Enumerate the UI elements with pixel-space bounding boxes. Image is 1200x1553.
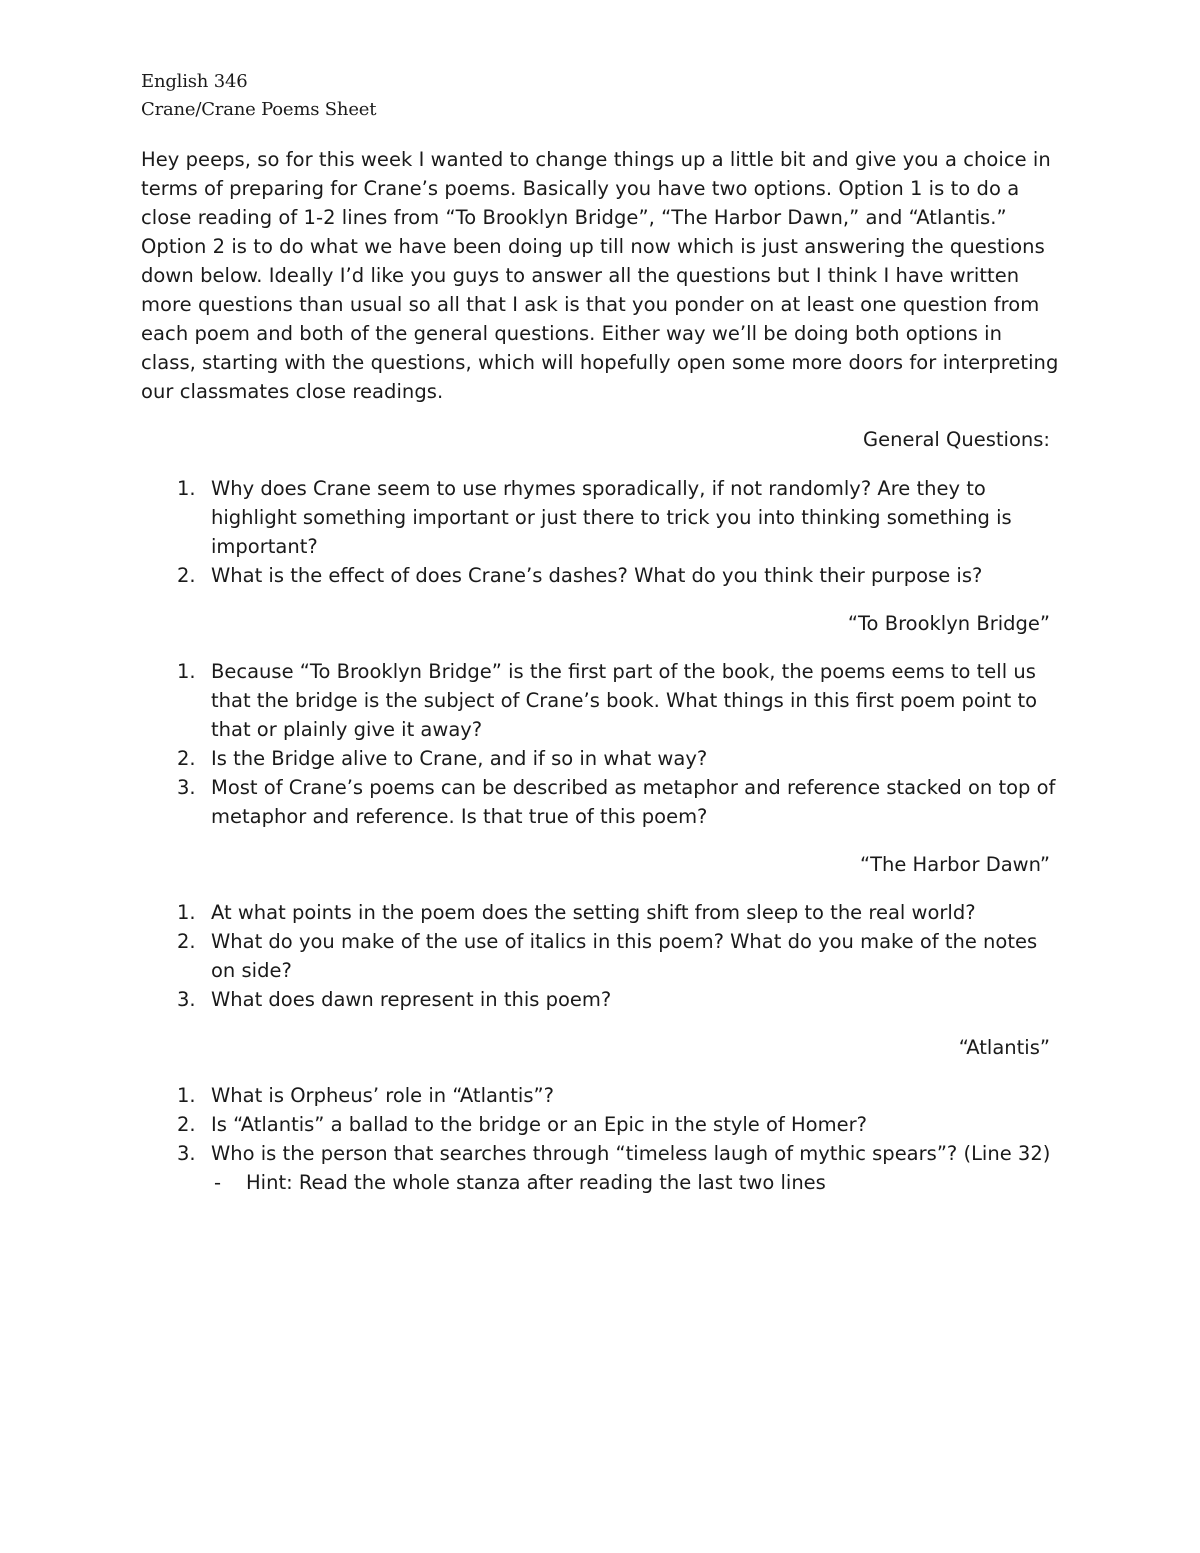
question-text: Who is the person that searches through “timeless laugh of mythic spears”? (Line 32) xyxy=(211,1142,1051,1165)
list-item xyxy=(141,927,1059,985)
list-number: 1. xyxy=(177,901,196,924)
list-item xyxy=(141,1139,1059,1168)
question-list-atlantis xyxy=(141,1081,1059,1168)
list-number: 3. xyxy=(177,1142,196,1165)
list-item xyxy=(141,1110,1059,1139)
question-text: Why does Crane seem to use rhymes sporadically, if not randomly? Are they to highlight something important or just there to trick you into thinking something is important? xyxy=(211,477,1012,558)
question-text: Because “To Brooklyn Bridge” is the first part of the book, the poems eems to tell us that the bridge is the subject of Crane’s book. What things in this first poem point to that or plainly give it away? xyxy=(211,660,1038,741)
question-text: Is “Atlantis” a ballad to the bridge or an Epic in the style of Homer? xyxy=(211,1113,867,1136)
list-number: 1. xyxy=(177,477,196,500)
section-heading-general: General Questions: xyxy=(863,428,1050,451)
list-number: 1. xyxy=(177,1084,196,1107)
sheet-title: Crane/Crane Poems Sheet xyxy=(141,99,377,120)
list-item xyxy=(141,1081,1059,1110)
list-number: 3. xyxy=(177,988,196,1011)
section-heading-harbor-dawn: “The Harbor Dawn” xyxy=(859,853,1050,876)
question-list-brooklyn-bridge xyxy=(141,657,1059,831)
question-list-harbor-dawn xyxy=(141,898,1059,1014)
section-heading-atlantis: “Atlantis” xyxy=(958,1036,1050,1059)
hint-text: Hint: Read the whole stanza after reading the last two lines xyxy=(246,1171,826,1194)
list-number: 1. xyxy=(177,660,196,683)
list-number: 2. xyxy=(177,564,196,587)
question-text: Is the Bridge alive to Crane, and if so in what way? xyxy=(211,747,708,770)
list-number: 2. xyxy=(177,930,196,953)
question-text: At what points in the poem does the setting shift from sleep to the real world? xyxy=(211,901,976,924)
hint-item xyxy=(141,1168,1059,1197)
list-item xyxy=(141,773,1059,831)
list-number: 2. xyxy=(177,1113,196,1136)
question-list-general xyxy=(141,474,1059,590)
list-item xyxy=(141,985,1059,1014)
list-number: 2. xyxy=(177,747,196,770)
course-title: English 346 xyxy=(141,71,248,92)
question-text: What does dawn represent in this poem? xyxy=(211,988,612,1011)
document-page xyxy=(141,68,1059,1197)
question-text: What do you make of the use of italics in this poem? What do you make of the notes on side? xyxy=(211,930,1038,982)
hint-bullet: - xyxy=(214,1171,222,1194)
intro-paragraph: Hey peeps, so for this week I wanted to change things up a little bit and give you a choice in terms of preparing for Crane’s poems. Basically you have two options. Option 1 is to do a close reading of 1-2 lines from “To Brooklyn Bridge”, “The Harbor Dawn,” and “Atlantis.” Option 2 is to do what we have been doing up till now which is just answering the questions down below. Ideally I’d like you guys to answer all the questions but I think I have written more questions than usual so all that I ask is that you ponder on at least one question from each poem and both of the general questions. Either way we’ll be doing both options in class, starting with the questions, which will hopefully open some more doors for interpreting our classmates close readings. xyxy=(141,148,1059,403)
question-text: Most of Crane’s poems can be described as metaphor and reference stacked on top of metaphor and reference. Is that true of this poem? xyxy=(211,776,1056,828)
list-number: 3. xyxy=(177,776,196,799)
list-item xyxy=(141,474,1059,561)
question-text: What is Orpheus’ role in “Atlantis”? xyxy=(211,1084,554,1107)
section-heading-brooklyn-bridge: “To Brooklyn Bridge” xyxy=(847,612,1050,635)
list-item xyxy=(141,561,1059,590)
list-item xyxy=(141,898,1059,927)
list-item xyxy=(141,744,1059,773)
list-item xyxy=(141,657,1059,744)
question-text: What is the effect of does Crane’s dashes? What do you think their purpose is? xyxy=(211,564,983,587)
